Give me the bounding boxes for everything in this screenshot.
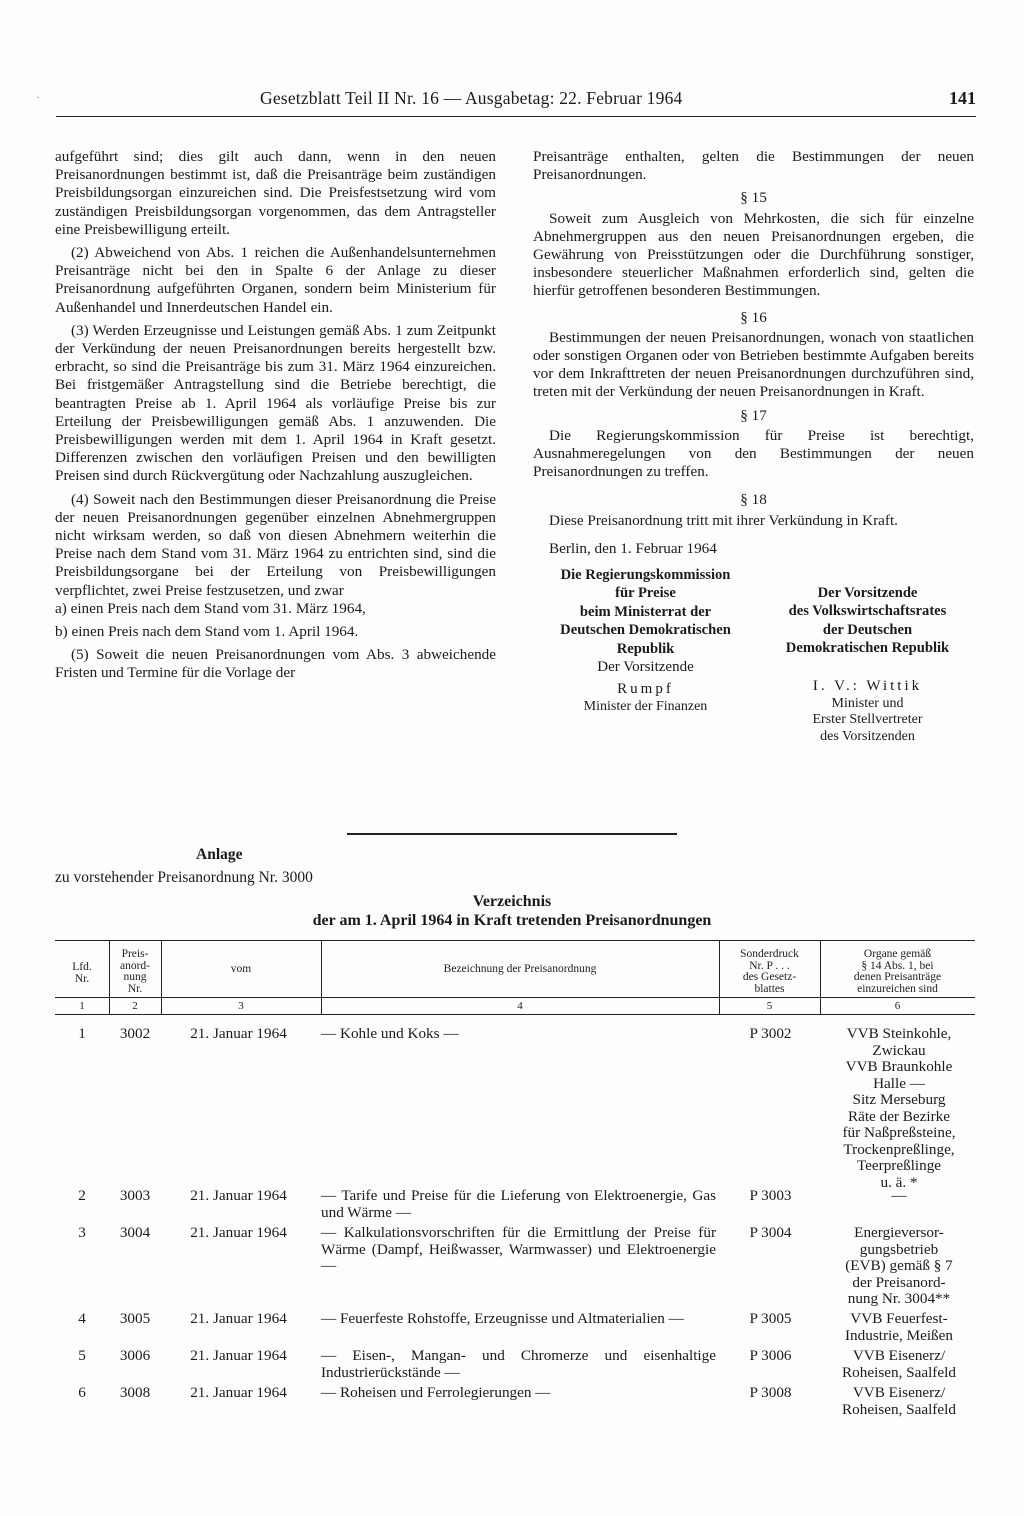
header-line: einzureichen sind [857, 982, 938, 995]
signatory-title: Erster Stellvertreter [812, 712, 923, 728]
organ-line: Teerpreßlinge [856, 1157, 942, 1174]
signatory-line: der Deutschen [822, 621, 913, 638]
register-title-line: Verzeichnis [472, 893, 552, 910]
right-column [533, 148, 974, 756]
signatory-name: I. V.: Wittik [812, 677, 923, 694]
cell-special-print: P 3006 [749, 1347, 792, 1364]
table-rule [55, 1014, 975, 1015]
cell-date: 21. Januar 1964 [190, 1384, 287, 1401]
section-heading: § 15 [740, 189, 767, 207]
cell-nr: 3006 [119, 1347, 151, 1364]
signatory-line: Republik [616, 640, 675, 657]
section-heading: § 17 [740, 406, 767, 424]
header-line: Organe gemäß [863, 948, 932, 960]
annex-subtitle: zu vorstehender Preisanordnung Nr. 3000 [55, 869, 313, 886]
signature-block [533, 566, 974, 756]
signatory-line: Der Vorsitzende [817, 585, 918, 602]
column-header [820, 949, 975, 995]
signatory-title: Minister der Finanzen [583, 698, 708, 714]
organ-line: Sitz Merseburg [852, 1091, 946, 1108]
cell-lfd: 2 [78, 1187, 86, 1204]
paragraph: Preisanträge enthalten, gelten die Bestimmungen der neuen Preisanordnungen. [533, 148, 974, 184]
signatory-name: Rumpf [617, 680, 674, 697]
signatory-title: des Vorsitzenden [820, 728, 915, 744]
header-line: Nr. [127, 982, 143, 995]
organ-line: — [891, 1187, 907, 1204]
paragraph: Bestimmungen der neuen Preisanordnungen, wonach von staatlichen oder sonstigen Organen oder von Betrieben bestimmte Aufgaben bereits vor dem Inkrafttreten der neuen Preisanordnungen durchzuführen sind, treten mit der Verkündung der neuen Preisanordnungen in Kraft. [533, 328, 974, 401]
column-number: 4 [517, 1000, 523, 1012]
cell-date: 21. Januar 1964 [190, 1347, 287, 1364]
page-header [36, 88, 976, 116]
cell-title: — Roheisen und Ferrolegierungen — [321, 1384, 551, 1401]
organ-line: u. ä. * [880, 1173, 918, 1191]
organ-line: Energieversor- [854, 1224, 944, 1241]
signatory-line: des Volkswirtschaftsrates [788, 603, 947, 620]
cell-lfd: 4 [78, 1310, 86, 1327]
paragraph: Soweit zum Ausgleich von Mehrkosten, die sich für einzelne Abnehmergruppen aus den neuen Preisanordnungen ergeben, die Gewährung von Preisstützungen oder die Durchführung sonstiger, insbesondere steuerlicher Maßnahmen erforderlich sind, gelten die hierfür getroffenen besonderen Bestimmungen. [533, 209, 974, 300]
header-line: denen Preisanträge [853, 971, 942, 983]
cell-organs [823, 1188, 975, 1205]
organ-line: VVB Braunkohle [845, 1058, 953, 1075]
section-heading: § 18 [740, 491, 767, 509]
paragraph: aufgeführt sind; dies gilt auch dann, wenn in den neuen Preisanordnungen bestimmt ist, daß die Preisanträge beim zuständigen Preisbildungsorgan einzureichen sind. Die Preisfestsetzung wird vom zuständigen Preisbildungsorgan vorgenommen, das dem Antragsteller eine Preisbewilligung erteilt. [55, 148, 496, 238]
cell-special-print: P 3002 [749, 1025, 792, 1042]
cell-title: — Kohle und Koks — [321, 1025, 459, 1042]
cell-special-print: P 3004 [749, 1224, 792, 1241]
header-line: Lfd. [72, 961, 92, 973]
organ-line: der Preisanord- [852, 1273, 946, 1291]
cell-date: 21. Januar 1964 [190, 1310, 287, 1327]
list-item: b) einen Preis nach dem Stand vom 1. April 1964. [55, 623, 359, 641]
cell-organs [823, 1026, 975, 1191]
column-header [719, 949, 820, 995]
paragraph: (5) Soweit die neuen Preisanordnungen vom Abs. 3 abweichende Fristen und Termine für die Vorlage der [55, 646, 496, 682]
signatory-role: Der Vorsitzende [597, 659, 694, 676]
column-number: 2 [132, 1000, 138, 1012]
cell-title: — Tarife und Preise für die Lieferung von Elektroenergie, Gas und Wärme — [321, 1187, 716, 1221]
cell-date: 21. Januar 1964 [190, 1025, 287, 1042]
cell-lfd: 6 [78, 1384, 86, 1401]
header-title: Gesetzblatt Teil II Nr. 16 — Ausgabetag: 22. Februar 1964 [260, 88, 683, 108]
header-line: blattes [754, 982, 785, 995]
organ-line: Räte der Bezirke [847, 1107, 951, 1125]
header-line: Preis- [121, 948, 149, 960]
cell-nr: 3002 [119, 1025, 151, 1042]
signature-right [761, 584, 974, 745]
organ-line: gungsbetrieb [859, 1240, 939, 1258]
column-header: Bezeichnung der Preisanordnung [443, 963, 597, 975]
signatory-line: für Preise [615, 585, 676, 602]
left-column [55, 148, 496, 688]
organ-line: Industrie, Meißen [845, 1326, 953, 1344]
organ-line: nung Nr. 3004** [847, 1290, 951, 1307]
organ-line: Trockenpreßlinge, [843, 1140, 955, 1158]
section-heading: § 16 [740, 308, 767, 326]
page-number: 141 [949, 88, 976, 108]
register-title-line: der am 1. April 1964 in Kraft tretenden Preisanordnungen [312, 912, 712, 929]
cell-nr: 3008 [119, 1384, 151, 1401]
column-number: 1 [79, 1000, 85, 1012]
paragraph: (2) Abweichend von Abs. 1 reichen die Außenhandelsunternehmen Preisanträge nicht bei den in Spalte 6 der Anlage zu dieser Preisanordnung aufgeführten Organen, sondern beim Ministerium für Außenhandel und Innerdeutschen Handel ein. [55, 244, 496, 316]
list-item: a) einen Preis nach dem Stand vom 31. März 1964, [55, 599, 366, 617]
column-header: vom [230, 963, 252, 975]
column-header [109, 949, 161, 995]
header-line: Nr. P . . . [749, 959, 790, 972]
cell-nr: 3005 [119, 1310, 151, 1327]
column-number: 3 [238, 1000, 244, 1012]
organ-line: für Naßpreßsteine, [842, 1124, 956, 1141]
cell-special-print: P 3008 [749, 1384, 792, 1401]
cell-title: — Eisen-, Mangan- und Chromerze und eisenhaltige Industrierückstände — [321, 1347, 716, 1381]
signatory-title: Minister und [831, 695, 904, 711]
header-line: anord- [119, 959, 150, 972]
organ-line: VVB Eisenerz/ [852, 1347, 946, 1364]
organ-line: Zwickau [872, 1041, 926, 1059]
cell-organs [823, 1225, 975, 1308]
cell-nr: 3004 [119, 1224, 151, 1241]
header-line: des Gesetz- [742, 971, 797, 983]
margin-mark: · [36, 92, 40, 104]
header-line: nung [123, 971, 147, 983]
column-number: 6 [894, 1000, 901, 1012]
cell-special-print: P 3003 [749, 1187, 792, 1204]
paragraph: (3) Werden Erzeugnisse und Leistungen gemäß Abs. 1 zum Zeitpunkt der Verkündung der neuen Preisanordnungen bereits hergestellt bzw. erbracht, so sind die Preisanträge bis zum 31. März 1964 einzureichen. Bei fristgemäßer Antragstellung sind die Betriebe berechtigt, die beantragten Preise ab 1. April 1964 als vorläufige Preise bis zur Erteilung der Preisbewilligungen gemäß Abs. 1 anzuwenden. Die Preisbewilligungen werden mit dem 1. April 1964 in Kraft gesetzt. Differenzen zwischen den vorläufigen Preisen und den bewilligten Preisen sind durch Rückvergütung oder Nachzahlung auszugleichen. [55, 321, 496, 485]
signature-left [533, 566, 758, 715]
section-divider [347, 833, 677, 835]
cell-date: 21. Januar 1964 [190, 1187, 287, 1204]
paragraph: (4) Soweit nach den Bestimmungen dieser Preisanordnung die Preise der neuen Preisanordnungen gegenüber einzelnen Abnehmergruppen nicht wirksam werden, so daß von diesen Abnehmern weiterhin die Preise nach dem Stand vom 31. März 1964 zu entrichten sind, sind die Preisbildungsorgane bei der Erteilung von Preisbewilligungen verpflichtet, zwei Preise festzusetzen, und zwar [55, 490, 496, 599]
cell-organs [823, 1348, 975, 1381]
column-header [55, 962, 109, 985]
cell-lfd: 1 [78, 1025, 86, 1042]
signatory-line: Demokratischen Republik [785, 640, 950, 657]
signatory-line: Deutschen Demokratischen [560, 622, 731, 639]
header-line: § 14 Abs. 1, bei [861, 959, 934, 972]
organ-line: VVB Feuerfest- [850, 1310, 948, 1327]
header-rule [56, 116, 976, 117]
cell-lfd: 3 [78, 1224, 86, 1241]
organ-line: Roheisen, Saalfeld [842, 1400, 956, 1418]
table-rule [55, 997, 975, 998]
table-rule [55, 940, 975, 941]
cell-date: 21. Januar 1964 [190, 1224, 287, 1241]
organ-line: Roheisen, Saalfeld [842, 1363, 956, 1381]
column-number: 5 [766, 1000, 773, 1012]
place-date: Berlin, den 1. Februar 1964 [549, 539, 717, 557]
cell-title: — Kalkulationsvorschriften für die Ermittlung der Preise für Wärme (Dampf, Heißwasser, Warmwasser) und Elektroenergie — [321, 1224, 716, 1274]
signatory-line: Die Regierungskommission [560, 567, 731, 584]
signatory-line: beim Ministerrat der [579, 603, 712, 620]
register-title [0, 892, 1024, 930]
cell-title: — Feuerfeste Rohstoffe, Erzeugnisse und Altmaterialien — [321, 1310, 684, 1327]
paragraph: Diese Preisanordnung tritt mit ihrer Verkündung in Kraft. [549, 511, 898, 529]
annex-title: Anlage [196, 846, 243, 863]
cell-nr: 3003 [119, 1187, 151, 1204]
cell-organs [823, 1385, 975, 1418]
organ-line: (EVB) gemäß § 7 [845, 1257, 953, 1274]
paragraph: Die Regierungskommission für Preise ist berechtigt, Ausnahmeregelungen von den Bestimmungen der neuen Preisanordnungen zu treffen. [533, 426, 974, 481]
header-line: Nr. [74, 972, 90, 985]
cell-special-print: P 3005 [749, 1310, 792, 1327]
cell-organs [823, 1311, 975, 1344]
header-line: Sonderdruck [740, 948, 799, 960]
organ-line: Halle — [873, 1074, 925, 1092]
organ-line: VVB Steinkohle, [846, 1025, 952, 1042]
cell-lfd: 5 [78, 1347, 86, 1364]
organ-line: VVB Eisenerz/ [852, 1384, 946, 1401]
